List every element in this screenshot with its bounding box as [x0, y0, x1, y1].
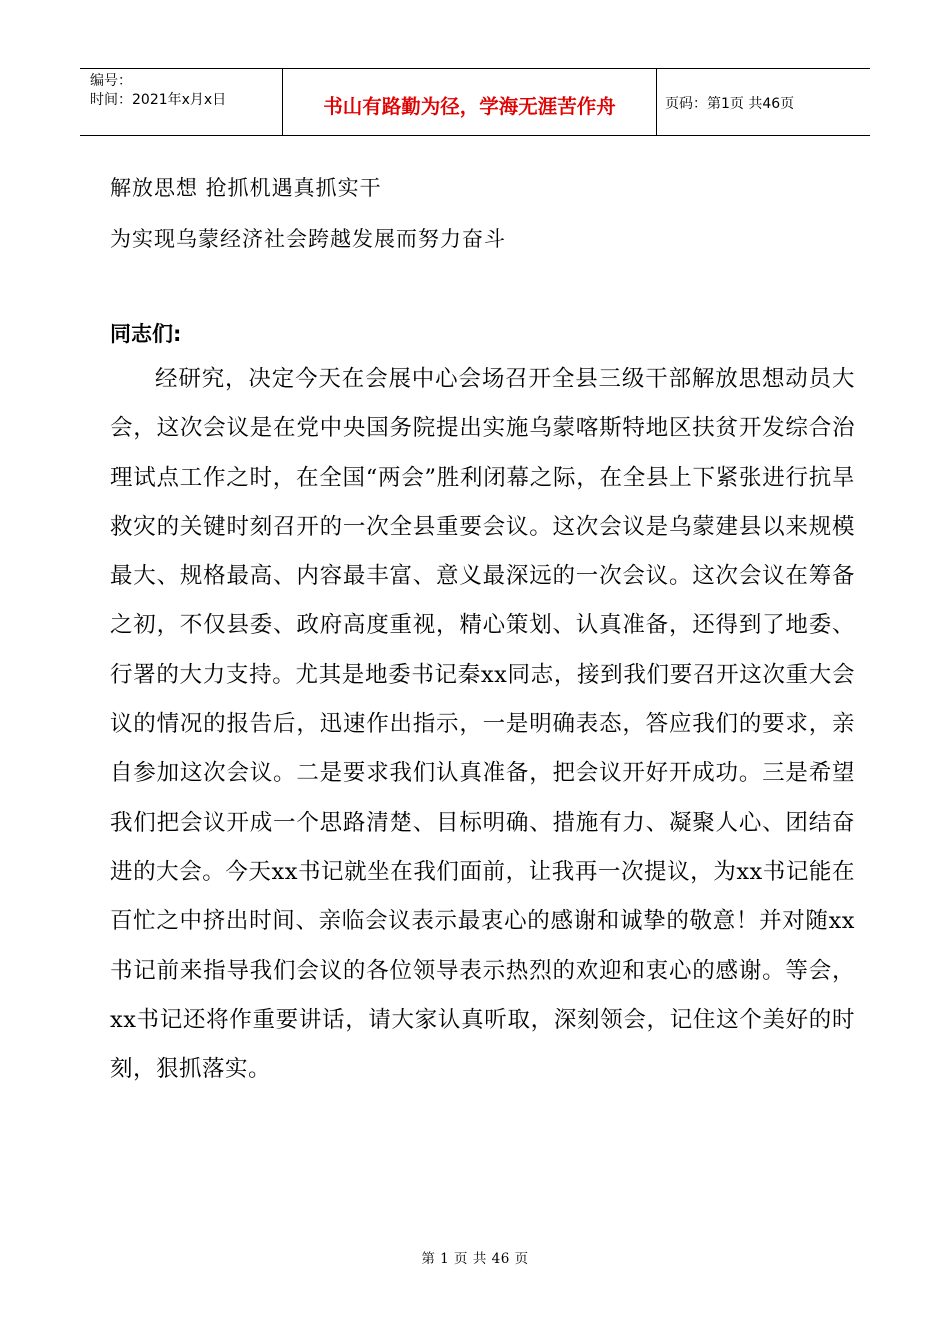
document-title-line-1: 解放思想 抢抓机遇真抓实干	[110, 176, 382, 200]
serial-number-label: 编号：	[90, 73, 132, 89]
date-label: 时间：2021年x月x日	[90, 92, 227, 108]
salutation: 同志们:	[110, 322, 182, 346]
page-footer: 第 1 页 共 46 页	[421, 1251, 529, 1267]
header-motto: 书山有路勤为径，学海无涯苦作舟	[283, 69, 657, 135]
document-title-line-2: 为实现乌蒙经济社会跨越发展而努力奋斗	[110, 227, 506, 251]
header-meta	[80, 69, 283, 135]
document-header	[80, 68, 870, 136]
body-paragraph: 经研究，决定今天在会展中心会场召开全县三级干部解放思想动员大会，这次会议是在党中央国务院提出实施乌蒙喀斯特地区扶贫开发综合治理试点工作之时，在全国“两会”胜利闭幕之际，在全县上下紧张进行抗旱救灾的关键时刻召开的一次全县重要会议。这次会议是乌蒙建县以来规模最大、规格最高、内容最丰富、意义最深远的一次会议。这次会议在筹备之初，不仅县委、政府高度重视，精心策划、认真准备，还得到了地委、行署的大力支持。尤其是地委书记秦xx同志，接到我们要召开这次重大会议的情况的报告后，迅速作出指示，一是明确表态，答应我们的要求，亲自参加这次会议。二是要求我们认真准备，把会议开好开成功。三是希望我们把会议开成一个思路清楚、目标明确、措施有力、凝聚人心、团结奋进的大会。今天xx书记就坐在我们面前，让我再一次提议，为xx书记能在百忙之中挤出时间、亲临会议表示最衷心的感谢和诚挚的敬意！并对随xx书记前来指导我们会议的各位领导表示热烈的欢迎和衷心的感谢。等会，xx书记还将作重要讲话，请大家认真听取，深刻领会，记住这个美好的时刻，狠抓落实。	[110, 366, 855, 1083]
header-page-info: 页码：第1页 共46页	[665, 96, 795, 112]
